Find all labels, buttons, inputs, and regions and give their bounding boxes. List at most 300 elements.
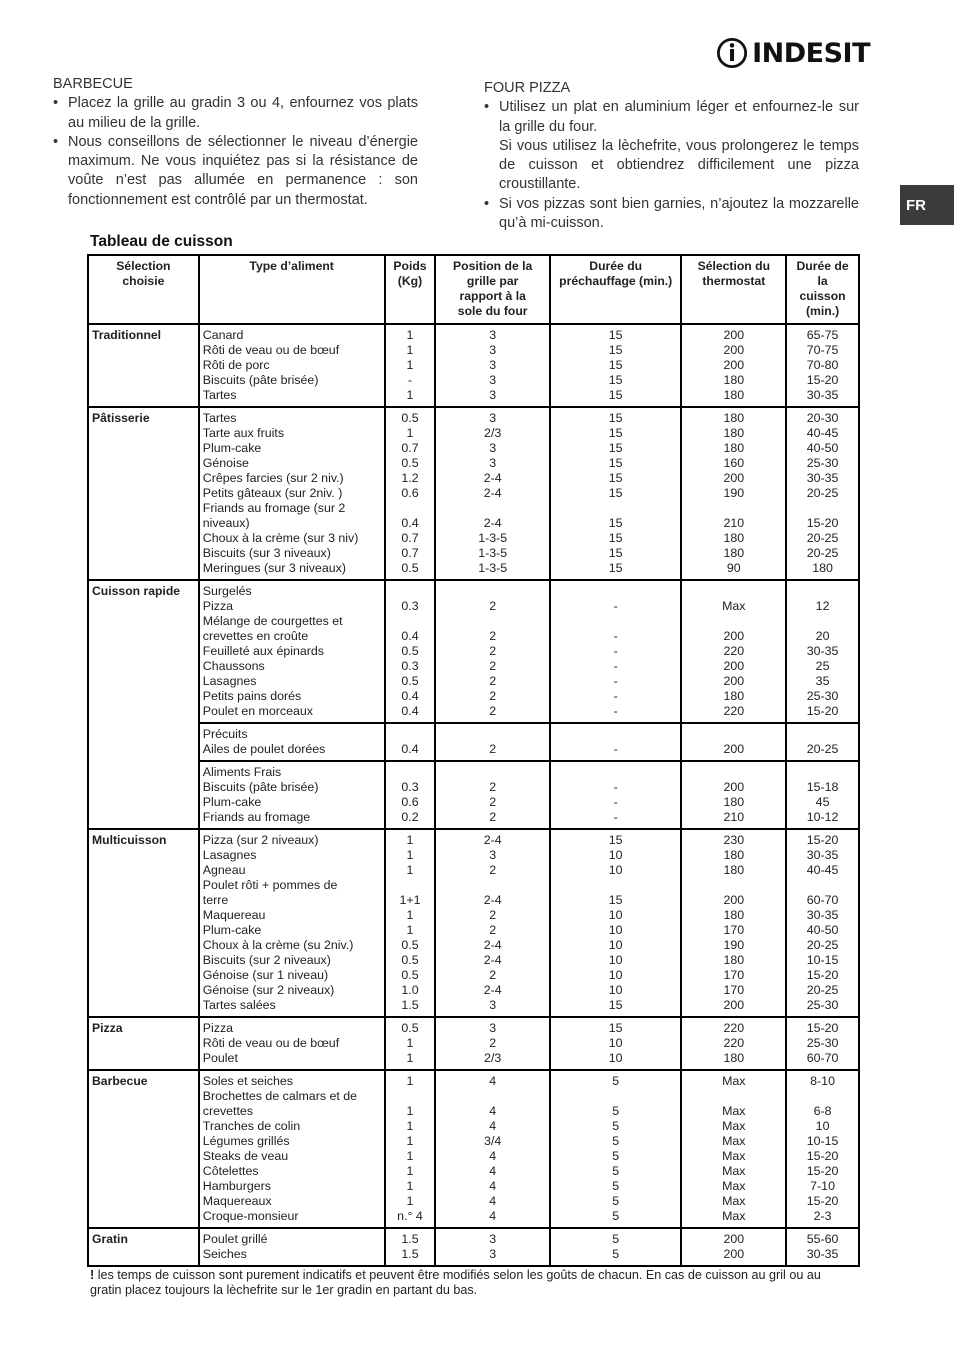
cell-line: - xyxy=(613,795,618,809)
position-cell xyxy=(435,829,549,1017)
cell-line: 1 xyxy=(406,1036,414,1050)
cell-line xyxy=(685,501,782,516)
weight-cell xyxy=(385,1017,436,1070)
cell-line: 180 xyxy=(723,546,745,560)
cell-line: 0.5 xyxy=(401,411,419,425)
cell-line: 3 xyxy=(489,388,497,402)
cell-line xyxy=(439,501,545,516)
food-cell xyxy=(199,324,385,407)
cell-line: 180 xyxy=(723,953,745,967)
cell-line xyxy=(790,614,855,629)
cell-line: 180 xyxy=(723,531,745,545)
cell-line: 2 xyxy=(489,742,497,756)
cell-line xyxy=(685,584,782,599)
cell-line: 0.2 xyxy=(401,810,419,824)
cell-line: 1 xyxy=(406,1119,414,1133)
cell-line: Mélange de courgettes et xyxy=(202,614,343,628)
cell-line: 2-3 xyxy=(813,1209,832,1223)
cell-line: 0.4 xyxy=(401,629,419,643)
cell-line: 0.5 xyxy=(401,561,419,575)
cell-line: Max xyxy=(722,1179,746,1193)
cell-line: 2/3 xyxy=(484,426,502,440)
selection-cell: Multicuisson xyxy=(88,829,199,1017)
cell-line: 10 xyxy=(608,923,623,937)
cell-line: Crêpes farcies (sur 2 niv.) xyxy=(202,471,344,485)
cell-line xyxy=(439,878,545,893)
cell-line: 200 xyxy=(723,328,745,342)
bullet-text: • Placez la grille au gradin 3 ou 4, enfournez vos plats au milieu de la grille. xyxy=(68,95,418,131)
cell-line: 5 xyxy=(612,1149,620,1163)
cell-line: 0.6 xyxy=(401,486,419,500)
cell-line: Tartes salées xyxy=(202,998,276,1012)
cell-line xyxy=(554,614,678,629)
cell-line: Croque-monsieur xyxy=(202,1209,299,1223)
cell-line: Lasagnes xyxy=(202,674,257,688)
cell-line: 15 xyxy=(608,426,623,440)
cell-line: 200 xyxy=(723,742,745,756)
header-weight: Poids (Kg) xyxy=(385,255,436,324)
table-row xyxy=(88,761,859,829)
cell-line: Canard xyxy=(202,328,244,342)
cell-line xyxy=(554,1089,678,1104)
cell-line: - xyxy=(613,599,618,613)
cell-line: Friands au fromage xyxy=(202,810,311,824)
indesit-logo-mark-icon xyxy=(716,33,748,73)
cell-line: 1-3-5 xyxy=(478,561,508,575)
cell-line: 70-75 xyxy=(806,343,839,357)
cell-line: Feuilleté aux épinards xyxy=(202,644,324,658)
cell-line: Max xyxy=(722,1194,746,1208)
cell-line: 0.7 xyxy=(401,441,419,455)
cell-line: 40-45 xyxy=(806,426,839,440)
cooking-table xyxy=(87,254,860,1267)
cell-line: - xyxy=(613,689,618,703)
cell-line: 2-4 xyxy=(483,471,502,485)
cell-line: 15 xyxy=(608,516,623,530)
thermostat-cell xyxy=(681,580,786,723)
preheat-cell xyxy=(550,1070,682,1228)
bullet-item xyxy=(484,98,859,194)
cell-line: 2 xyxy=(489,908,497,922)
cell-line: 20-25 xyxy=(806,546,839,560)
cell-line: 180 xyxy=(723,795,745,809)
cell-line: Meringues (sur 3 niveaux) xyxy=(202,561,346,575)
position-cell xyxy=(435,723,549,761)
cell-line: Pizza xyxy=(202,1021,234,1035)
duration-cell xyxy=(786,723,859,761)
cell-line xyxy=(554,878,678,893)
cell-line xyxy=(439,584,545,599)
cell-line: 15 xyxy=(608,388,623,402)
cell-line: 2 xyxy=(489,689,497,703)
cell-line: 180 xyxy=(723,441,745,455)
cell-line: 4 xyxy=(489,1194,497,1208)
food-cell xyxy=(199,723,385,761)
cell-line: 15 xyxy=(608,546,623,560)
cell-line: 2 xyxy=(489,659,497,673)
cell-line: 5 xyxy=(612,1209,620,1223)
cell-line: 180 xyxy=(723,1051,745,1065)
table-row xyxy=(88,407,859,580)
selection-cell: Pâtisserie xyxy=(88,407,199,580)
brand-name: INDESIT xyxy=(752,37,870,69)
cell-line: 1 xyxy=(406,848,414,862)
barbecue-bullets xyxy=(53,94,418,210)
preheat-cell xyxy=(550,761,682,829)
cell-line: Choux à la crème (su 2niv.) xyxy=(202,938,354,952)
cell-line: 15-20 xyxy=(806,516,839,530)
cell-line: 4 xyxy=(489,1104,497,1118)
cell-line: niveaux) xyxy=(202,516,250,530)
cell-line: 2 xyxy=(489,780,497,794)
cell-line: 30-35 xyxy=(806,471,839,485)
table-row xyxy=(88,324,859,407)
bullet-text: • Utilisez un plat en aluminium léger et enfournez-le sur la grille du four. xyxy=(499,99,859,135)
cell-line: 15 xyxy=(608,998,623,1012)
cell-line: 20-25 xyxy=(806,486,839,500)
header-preheat: Durée du préchauffage (min.) xyxy=(550,255,682,324)
cell-line: 0.7 xyxy=(401,531,419,545)
cell-line: Pizza (sur 2 niveaux) xyxy=(202,833,319,847)
cell-line: 40-50 xyxy=(806,923,839,937)
bullet-item xyxy=(484,195,859,234)
cell-line: Poulet xyxy=(202,1051,238,1065)
cell-line: 5 xyxy=(612,1232,620,1246)
bullet-item xyxy=(53,94,418,133)
cell-line: 10 xyxy=(608,938,623,952)
cell-line: 180 xyxy=(723,863,745,877)
cell-line: crevettes xyxy=(202,1104,254,1118)
duration-cell xyxy=(786,1228,859,1266)
cell-line: Tartes xyxy=(202,411,237,425)
cell-line: 3 xyxy=(489,456,497,470)
cell-line: 4 xyxy=(489,1209,497,1223)
duration-cell xyxy=(786,829,859,1017)
cell-line: 3 xyxy=(489,358,497,372)
footnote-text: les temps de cuisson sont purement indicatifs et peuvent être modifiés selon les goûts de chacun. En cas de cuisson au gril ou au gratin placez toujours la lèchefrite sur le 1er gradin en partant du bas. xyxy=(90,1268,821,1298)
cell-line: 20-25 xyxy=(806,983,839,997)
cell-line: 20-25 xyxy=(806,742,839,756)
thermostat-cell xyxy=(681,761,786,829)
cell-line: Génoise xyxy=(202,456,249,470)
cell-line: 1 xyxy=(406,1074,414,1088)
cell-line: Max xyxy=(722,1134,746,1148)
cell-line: 0.4 xyxy=(401,516,419,530)
cell-line: 1 xyxy=(406,358,414,372)
weight-cell xyxy=(385,723,436,761)
cell-line: Brochettes de calmars et de xyxy=(202,1089,358,1103)
cell-line: 3 xyxy=(489,1247,497,1261)
cell-line: 170 xyxy=(723,968,745,982)
cell-line: 10 xyxy=(608,848,623,862)
cell-line: 1 xyxy=(406,1164,414,1178)
cell-line: Seiches xyxy=(202,1247,247,1261)
cell-line: Surgelés xyxy=(202,584,252,598)
cell-line: 0.5 xyxy=(401,456,419,470)
cell-line: 15-20 xyxy=(806,1164,839,1178)
cell-line: Chaussons xyxy=(202,659,265,673)
cell-line: 1.2 xyxy=(401,471,419,485)
cell-line: Max xyxy=(722,1119,746,1133)
cell-line: - xyxy=(613,810,618,824)
cell-line: 2-4 xyxy=(483,983,502,997)
cell-line: Génoise (sur 1 niveau) xyxy=(202,968,329,982)
cell-line xyxy=(790,1089,855,1104)
cell-line: Agneau xyxy=(202,863,246,877)
cell-line: 0.4 xyxy=(401,689,419,703)
cell-line: 200 xyxy=(723,471,745,485)
cell-line: 3 xyxy=(489,441,497,455)
table-row xyxy=(88,1228,859,1266)
cell-line: 20 xyxy=(815,629,830,643)
thermostat-cell xyxy=(681,1017,786,1070)
cell-line xyxy=(790,878,855,893)
cell-line xyxy=(554,765,678,780)
weight-cell xyxy=(385,829,436,1017)
table-header-row xyxy=(88,255,859,324)
cell-line: Génoise (sur 2 niveaux) xyxy=(202,983,335,997)
bullet-text: • Nous conseillons de sélectionner le niveau d’énergie maximum. Ne vous inquiétez pas si la résistance de voûte n’est pas allumée en permanence : son fonctionnement est contrôlé par un thermostat. xyxy=(68,133,418,208)
cell-line: 70-80 xyxy=(806,358,839,372)
cell-line: 45 xyxy=(815,795,830,809)
cell-line: 5 xyxy=(612,1119,620,1133)
cell-line xyxy=(554,727,678,742)
cell-line: - xyxy=(613,742,618,756)
cell-line: 210 xyxy=(723,810,745,824)
cell-line: 170 xyxy=(723,923,745,937)
cell-line: 15 xyxy=(608,893,623,907)
cell-line: 220 xyxy=(723,1021,745,1035)
header-duration: Durée de la cuisson (min.) xyxy=(786,255,859,324)
preheat-cell xyxy=(550,1228,682,1266)
cell-line xyxy=(685,765,782,780)
cell-line: Biscuits (sur 2 niveaux) xyxy=(202,953,331,967)
thermostat-cell xyxy=(681,324,786,407)
cell-line: 200 xyxy=(723,1247,745,1261)
cell-line: 1.5 xyxy=(401,998,419,1012)
cell-line: Soles et seiches xyxy=(202,1074,293,1088)
cell-line: 5 xyxy=(612,1074,620,1088)
weight-cell xyxy=(385,580,436,723)
duration-cell xyxy=(786,1017,859,1070)
cell-line: 1 xyxy=(406,1194,414,1208)
cell-line: 2-4 xyxy=(483,893,502,907)
four-pizza-section xyxy=(484,79,859,233)
cell-line: Max xyxy=(722,599,746,613)
preheat-cell xyxy=(550,407,682,580)
cell-line: 4 xyxy=(489,1149,497,1163)
cell-line: 3 xyxy=(489,328,497,342)
cell-line: 1-3-5 xyxy=(478,531,508,545)
cell-line: 0.3 xyxy=(401,780,419,794)
thermostat-cell xyxy=(681,723,786,761)
cell-line: Côtelettes xyxy=(202,1164,259,1178)
cell-line: Hamburgers xyxy=(202,1179,271,1193)
cell-line: 10 xyxy=(608,1036,623,1050)
cell-line: 5 xyxy=(612,1134,620,1148)
cell-line: 1 xyxy=(406,343,414,357)
cell-line: 10 xyxy=(608,1051,623,1065)
cell-line: 200 xyxy=(723,629,745,643)
cell-line xyxy=(439,1089,545,1104)
bullet-item xyxy=(53,133,418,210)
cell-line: - xyxy=(613,674,618,688)
table-title: Tableau de cuisson xyxy=(90,233,233,250)
food-cell xyxy=(199,1070,385,1228)
bullet-text: Si vous utilisez la lèchefrite, vous prolongerez le temps de cuisson et obtiendrez difficilement une pizza croustillante. xyxy=(499,137,859,193)
position-cell xyxy=(435,580,549,723)
cell-line: Tartes xyxy=(202,388,237,402)
cell-line: 3 xyxy=(489,998,497,1012)
cell-line: 6-8 xyxy=(813,1104,832,1118)
cell-line: 30-35 xyxy=(806,908,839,922)
four-pizza-title: FOUR PIZZA xyxy=(484,80,571,96)
cell-line: Rôti de veau ou de bœuf xyxy=(202,1036,340,1050)
cell-line: 1 xyxy=(406,1149,414,1163)
cell-line: 2-4 xyxy=(483,486,502,500)
cell-line: 4 xyxy=(489,1164,497,1178)
cell-line: 10 xyxy=(815,1119,830,1133)
food-cell xyxy=(199,829,385,1017)
warning-mark: ! xyxy=(90,1268,95,1282)
header-thermostat: Sélection du thermostat xyxy=(681,255,786,324)
cell-line xyxy=(389,878,432,893)
cell-line: 25-30 xyxy=(806,998,839,1012)
cell-line: 0.5 xyxy=(401,644,419,658)
preheat-cell xyxy=(550,723,682,761)
preheat-cell xyxy=(550,324,682,407)
table-row xyxy=(88,723,859,761)
cell-line: Max xyxy=(722,1149,746,1163)
cell-line: 3 xyxy=(489,848,497,862)
cell-line: terre xyxy=(202,893,229,907)
cell-line: 2 xyxy=(489,863,497,877)
four-pizza-bullets xyxy=(484,98,859,233)
duration-cell xyxy=(786,761,859,829)
cell-line: 30-35 xyxy=(806,1247,839,1261)
cell-line: - xyxy=(613,704,618,718)
header-rack-position: Position de la grille par rapport à la sole du four xyxy=(435,255,549,324)
cell-line: Max xyxy=(722,1074,746,1088)
cell-line: 10-12 xyxy=(806,810,839,824)
cell-line: 10 xyxy=(608,908,623,922)
preheat-cell xyxy=(550,829,682,1017)
cell-line: 1 xyxy=(406,328,414,342)
cell-line: 15-20 xyxy=(806,968,839,982)
cell-line: Petits gâteaux (sur 2niv. ) xyxy=(202,486,343,500)
cell-line: Maquereaux xyxy=(202,1194,272,1208)
cell-line: Pizza xyxy=(202,599,234,613)
cell-line: 2 xyxy=(489,795,497,809)
cell-line xyxy=(790,727,855,742)
cell-line: 5 xyxy=(612,1104,620,1118)
cell-line: Rôti de veau ou de bœuf xyxy=(202,343,340,357)
cell-line: Tranches de colin xyxy=(202,1119,301,1133)
cell-line: 65-75 xyxy=(806,328,839,342)
cell-line: 10 xyxy=(608,983,623,997)
header-selection: Sélection choisie xyxy=(88,255,199,324)
cell-line: Rôti de porc xyxy=(202,358,270,372)
cell-line: 25-30 xyxy=(806,456,839,470)
cell-line: 0.3 xyxy=(401,599,419,613)
cell-line: 2-4 xyxy=(483,938,502,952)
cell-line: 1.0 xyxy=(401,983,419,997)
cell-line: 25-30 xyxy=(806,1036,839,1050)
cell-line: 15 xyxy=(608,1021,623,1035)
cell-line: 200 xyxy=(723,343,745,357)
cell-line: 2 xyxy=(489,674,497,688)
cell-line: 10 xyxy=(608,863,623,877)
cell-line: 160 xyxy=(723,456,745,470)
selection-cell: Barbecue xyxy=(88,1070,199,1228)
cell-line: 2 xyxy=(489,923,497,937)
cell-line: 15-18 xyxy=(806,780,839,794)
weight-cell xyxy=(385,324,436,407)
cell-line: 15 xyxy=(608,441,623,455)
cell-line: Choux à la crème (sur 3 niv) xyxy=(202,531,359,545)
cell-line: 10-15 xyxy=(806,953,839,967)
cell-line: 1 xyxy=(406,923,414,937)
cell-line: 1 xyxy=(406,1051,414,1065)
cell-line: 5 xyxy=(612,1179,620,1193)
cell-line: 15-20 xyxy=(806,1194,839,1208)
cell-line: Plum-cake xyxy=(202,923,262,937)
cell-line: 15 xyxy=(608,531,623,545)
cell-line xyxy=(439,727,545,742)
cell-line: Max xyxy=(722,1209,746,1223)
cell-line: 0.3 xyxy=(401,659,419,673)
cell-line: 3 xyxy=(489,1021,497,1035)
weight-cell xyxy=(385,761,436,829)
cell-line: 15 xyxy=(608,343,623,357)
cell-line: 15-20 xyxy=(806,373,839,387)
cell-line xyxy=(685,878,782,893)
thermostat-cell xyxy=(681,1228,786,1266)
cell-line: - xyxy=(613,780,618,794)
cell-line: 2 xyxy=(489,1036,497,1050)
cell-line: 180 xyxy=(723,411,745,425)
weight-cell xyxy=(385,407,436,580)
cell-line: 170 xyxy=(723,983,745,997)
cell-line: 220 xyxy=(723,1036,745,1050)
cell-line: 1.5 xyxy=(401,1247,419,1261)
header-food-type: Type d’aliment xyxy=(199,255,385,324)
cell-line: 15 xyxy=(608,471,623,485)
cell-line: 3 xyxy=(489,343,497,357)
cell-line: 1-3-5 xyxy=(478,546,508,560)
cell-line: 210 xyxy=(723,516,745,530)
cell-line: 40-45 xyxy=(806,863,839,877)
cell-line: 15 xyxy=(608,373,623,387)
cell-line: 180 xyxy=(723,426,745,440)
cell-line: 7-10 xyxy=(810,1179,835,1193)
duration-cell xyxy=(786,580,859,723)
cell-line: 10 xyxy=(608,968,623,982)
cell-line xyxy=(790,765,855,780)
cell-line: 1.5 xyxy=(401,1232,419,1246)
indesit-logo xyxy=(716,32,870,74)
weight-cell xyxy=(385,1070,436,1228)
cell-line: Petits pains dorés xyxy=(202,689,302,703)
cell-line: Poulet grillé xyxy=(202,1232,268,1246)
cell-line: 0.7 xyxy=(401,546,419,560)
cell-line xyxy=(554,584,678,599)
cell-line: 1 xyxy=(406,1104,414,1118)
cell-line xyxy=(790,584,855,599)
cell-line: - xyxy=(613,659,618,673)
cell-line: 3 xyxy=(489,373,497,387)
cell-line: 180 xyxy=(723,388,745,402)
